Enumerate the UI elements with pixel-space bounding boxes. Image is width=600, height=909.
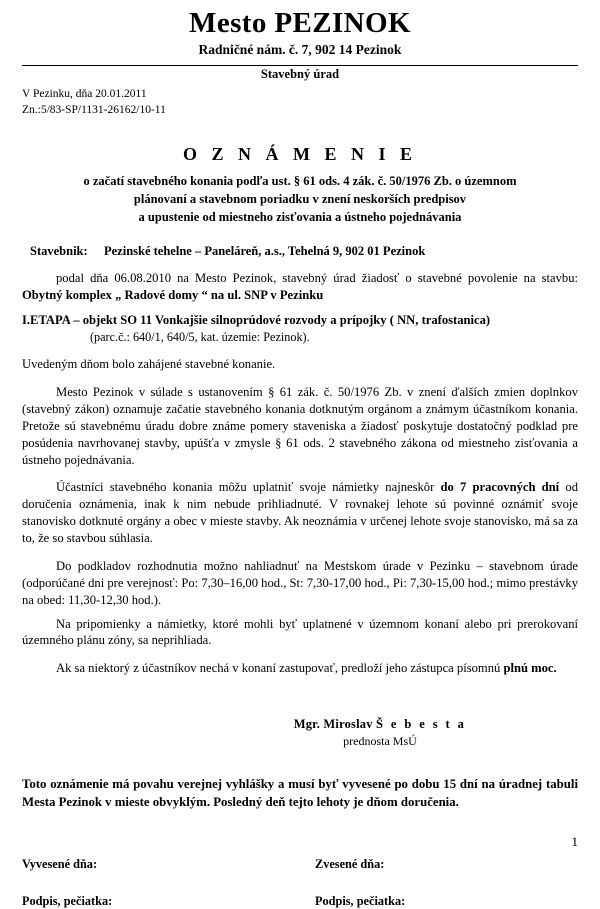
- notice-subtitle-line-1: o začatí stavebného konania podľa ust. § 61 ods. 4 zák. č. 50/1976 Zb. o územnom: [83, 173, 517, 188]
- etapa-title: I.ETAPA – objekt SO 11 Vonkajšie silnoprúdové rozvody a prípojky ( NN, trafostanica): [22, 312, 491, 327]
- paragraph-application: [22, 270, 578, 304]
- builder-label: Stavebnik:: [30, 244, 88, 259]
- notice-subtitle: [22, 172, 578, 226]
- signatory-surname: Š e b e s t a: [376, 717, 467, 732]
- stamp-label-left: Podpis, pečiatka:: [22, 894, 113, 909]
- representation-text: Ak sa niektorý z účastníkov nechá v konaní zastupovať, predloží jeho zástupca písomnú: [56, 661, 501, 676]
- power-of-attorney: plnú moc.: [503, 661, 557, 676]
- paragraph-objections: [22, 479, 578, 547]
- signatory-role: prednosta MsÚ: [343, 734, 417, 749]
- objections-text-b: od doručenia oznámenia, inak k nim nebude prihliadnuté. V rovnakej lehote sú povinné oznámiť svoje stanovisko dotknuté orgány a obec v mieste stavby. Ak neoznámia v určenej lehote svoje stanovisko, má sa za to, že so stavbou súhlasia.: [22, 480, 578, 545]
- department-name: Stavebný úrad: [260, 67, 340, 82]
- header-divider: [22, 65, 578, 66]
- builder-value: Pezinské tehelne – Paneláreň, a.s., Tehelná 9, 902 01 Pezinok: [104, 244, 426, 259]
- document-page: [0, 7, 600, 909]
- organization-title: Mesto PEZINOK: [189, 7, 411, 39]
- notice-subtitle-line-2: plánovaní a stavebnom poriadku v znení neskorších predpisov: [133, 191, 467, 206]
- stamp-row: [22, 894, 578, 909]
- signatory-first-name: Mgr. Miroslav: [293, 717, 373, 732]
- reference-number: Zn.:5/83-SP/1131-26162/10-11: [22, 103, 166, 116]
- organization-address: Radničné nám. č. 7, 902 14 Pezinok: [198, 42, 402, 58]
- posting-dates-row: [22, 857, 578, 872]
- signature-block: [22, 717, 578, 749]
- etapa-parcels: (parc.č.: 640/1, 640/5, kat. územie: Pezinok).: [90, 329, 310, 344]
- removed-date-label: Zvesené dňa:: [315, 857, 385, 872]
- place-and-date: V Pezinku, dňa 20.01.2011: [22, 88, 147, 101]
- page-number: 1: [571, 834, 578, 849]
- application-text: podal dňa 06.08.2010 na Mesto Pezinok, stavebný úrad žiadosť o stavebné povolenie na stavbu:: [56, 271, 578, 286]
- paragraph-representation: [22, 660, 578, 677]
- paragraph-commenced: Uvedeným dňom bolo zahájené stavebné konanie.: [22, 357, 276, 372]
- project-name: Obytný komplex „ Radové domy “ na ul. SNP v Pezinku: [22, 288, 324, 303]
- notice-title: O Z N Á M E N I E: [182, 143, 417, 164]
- notice-subtitle-line-3: a upustenie od miestneho zisťovania a ústneho pojednávania: [138, 210, 462, 225]
- posted-date-label: Vyvesené dňa:: [22, 857, 98, 872]
- document-meta: [22, 87, 578, 117]
- public-notice-statement: Toto oznámenie má povahu verejnej vyhlášky a musí byť vyvesené po dobu 15 dní na úradnej tabuli Mesta Pezinok v mieste obvyklým. Posledný deň tejto lehoty je dňom doručenia.: [22, 777, 578, 810]
- paragraph-legal-basis: Mesto Pezinok v súlade s ustanovením § 61 zák. č. 50/1976 Zb. v znení ďalších zmien doplnkov (stavebný zákon) oznamuje začatie stavebného konania dotknutým orgánom a známym účastníkom konania. Pretože sú stavebnému úradu dobre známe pomery staveniska a žiadosť poskytuje dostatočný podklad pre posúdenia navrhovanej stavby, upúšťa v zmysle § 61 ods. 2 stavebného zákona od miestneho zisťovania a ústneho pojednávania.: [22, 385, 578, 467]
- builder-row: [22, 244, 578, 259]
- paragraph-etapa: [22, 312, 578, 345]
- paragraph-prior-comments: Na pripomienky a námietky, ktoré mohli byť uplatnené v územnom konaní alebo pri prerokovaní územného plánu zóny, sa neprihliada.: [22, 616, 578, 648]
- objection-deadline: do 7 pracovných dní: [440, 480, 560, 495]
- signatory-name: [182, 717, 578, 732]
- objections-text-a: Účastníci stavebného konania môžu uplatniť svoje námietky najneskôr: [56, 480, 435, 495]
- stamp-label-right: Podpis, pečiatka:: [315, 894, 406, 909]
- paragraph-office-hours: Do podkladov rozhodnutia možno nahliadnuť na Mestskom úrade v Pezinku – stavebnom úrade (odporúčané dni pre verejnosť: Po: 7,30–16,00 hod., St: 7,30-17,00 hod., Pi: 7,30-15,00 hod.; mimo prestávky na obed: 11,30-12,30 hod.).: [22, 558, 578, 607]
